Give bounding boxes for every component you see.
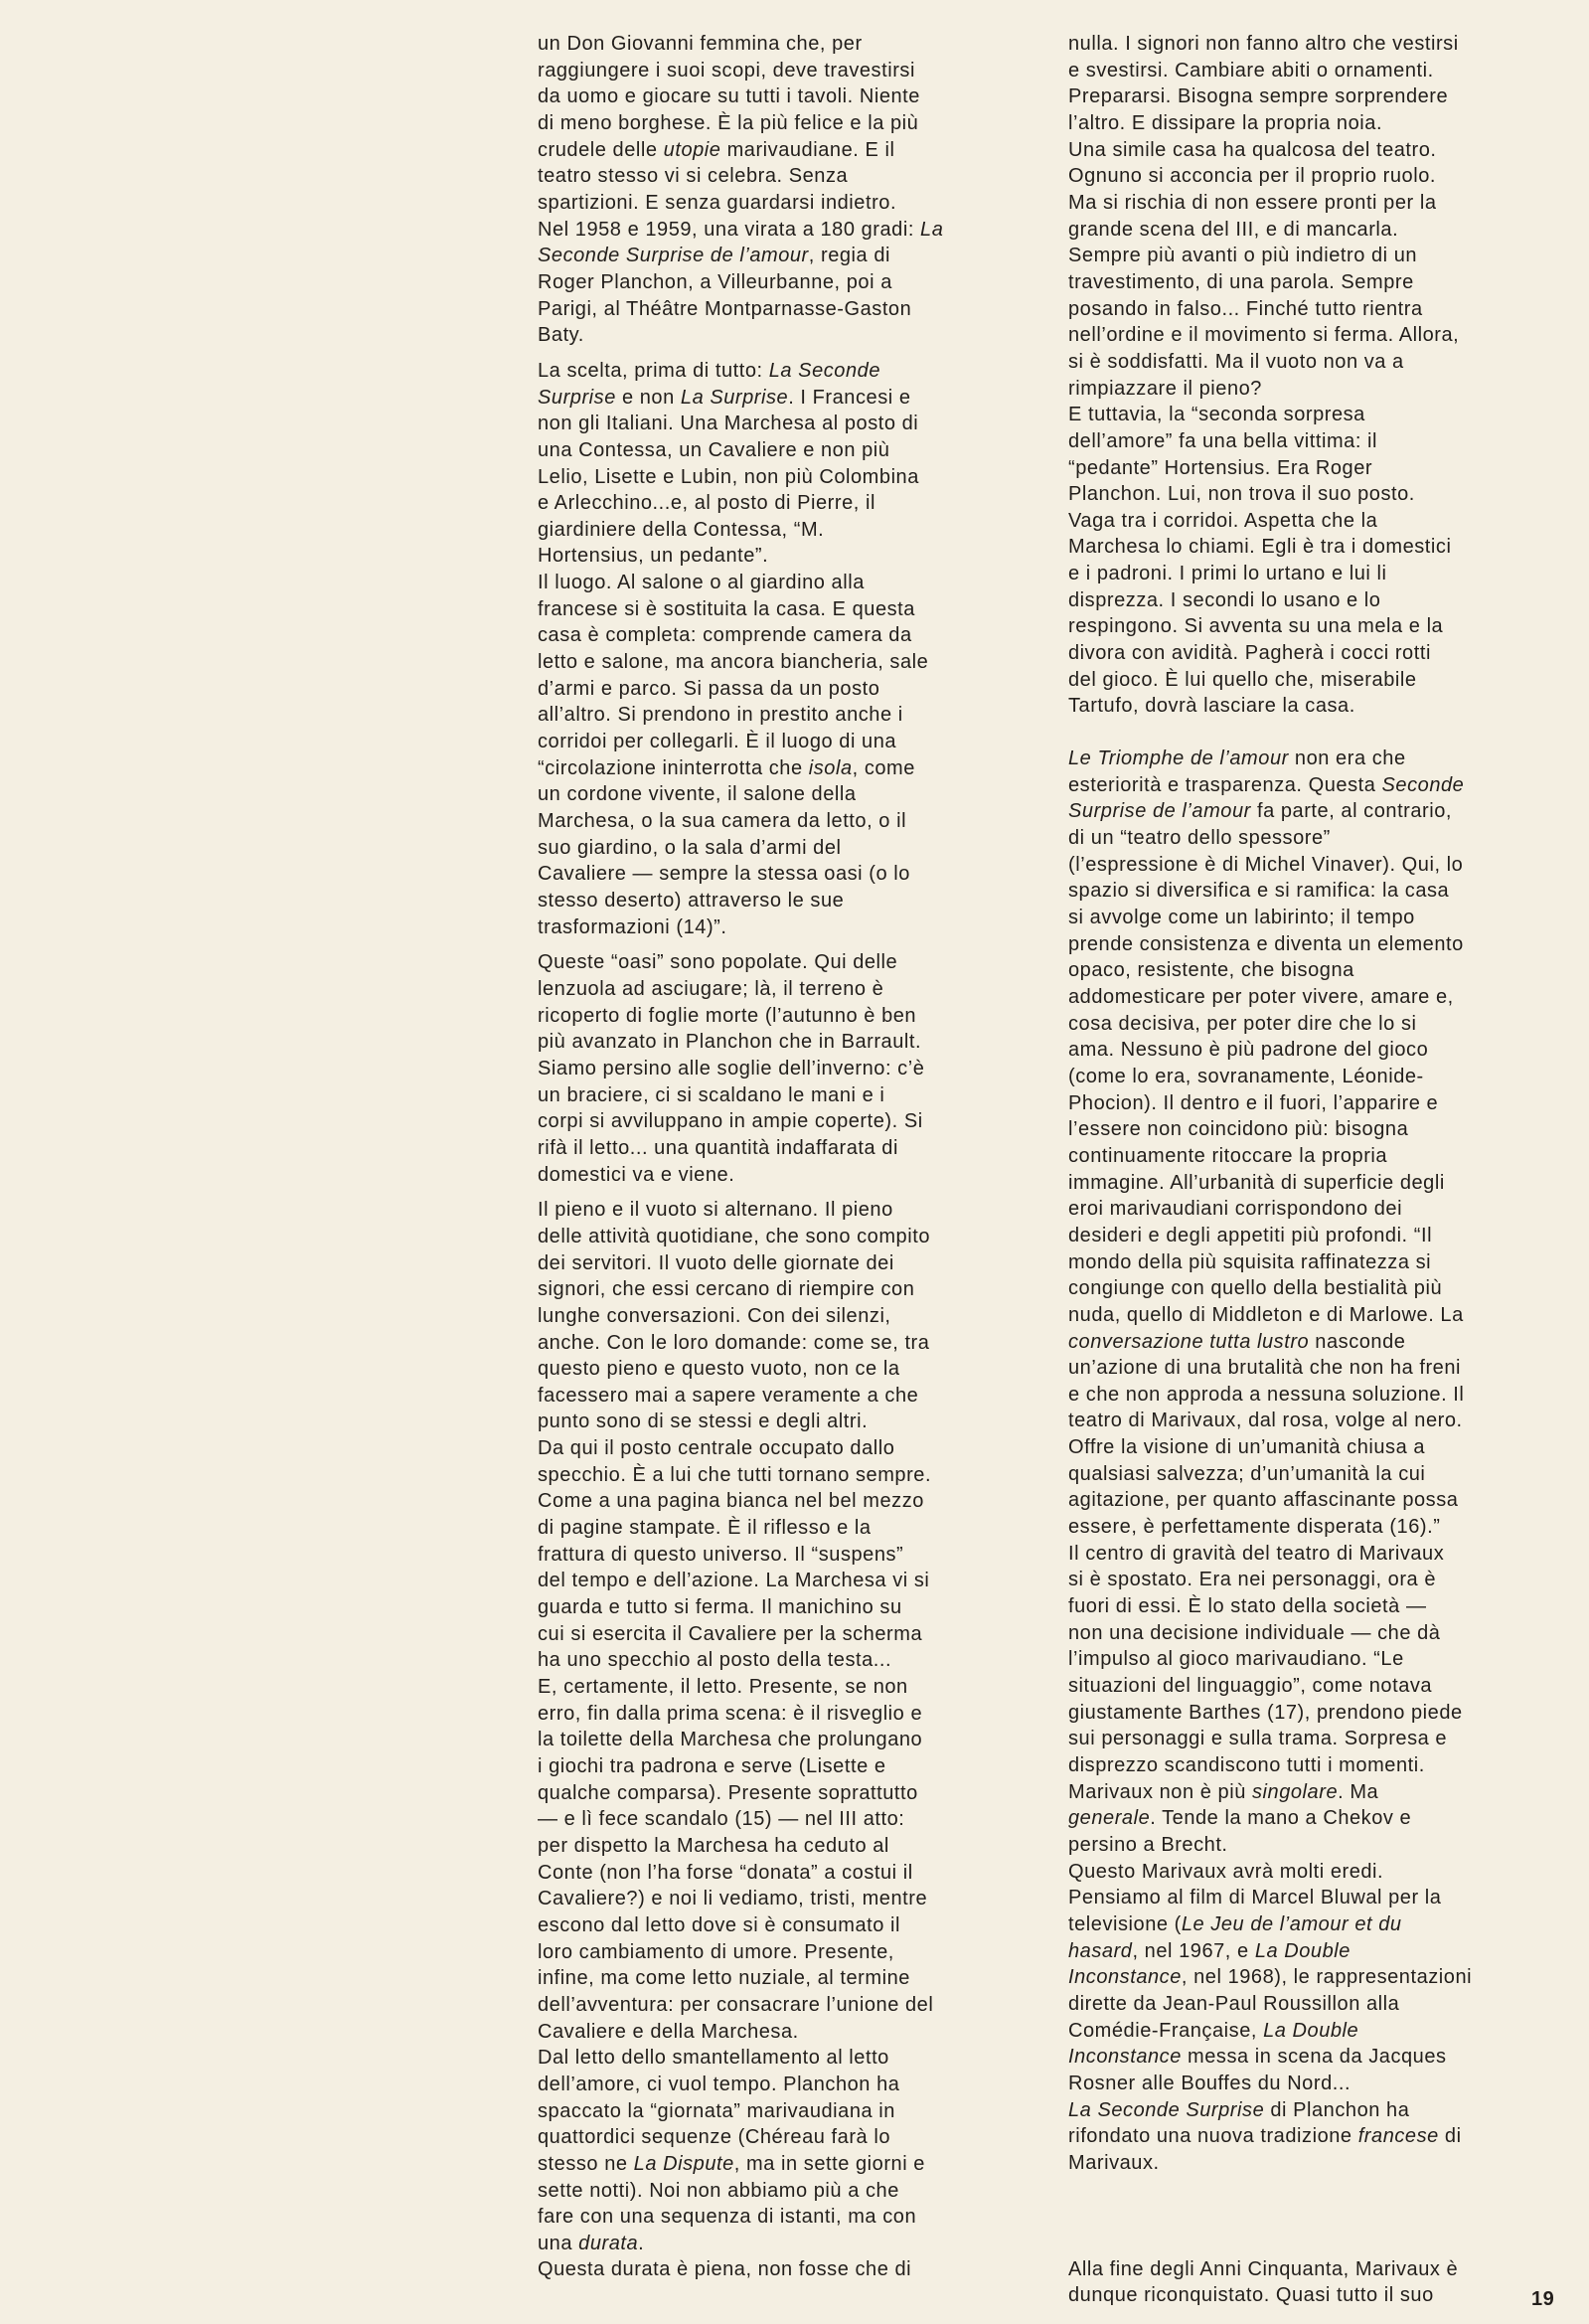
text-line: Nel 1958 e 1959, una virata a 180 gradi: La (538, 218, 944, 241)
text-line: travestimento, di una parola. Sempre (1068, 270, 1414, 293)
text-line: sui personaggi e sulla trama. Sorpresa e (1068, 1728, 1448, 1750)
italic-title: La Dispute (633, 2152, 734, 2175)
paragraph (538, 31, 1049, 349)
italic-title: La Surprise (680, 386, 789, 409)
text-line: e svestirsi. Cambiare abiti o ornamenti. (1068, 59, 1434, 82)
text-line: escono dal letto dove si è consumato il (538, 1913, 900, 1936)
text-line: teatro stesso vi si celebra. Senza (538, 165, 849, 188)
text-line: (l’espressione è di Michel Vinaver). Qui, lo (1068, 853, 1464, 876)
text-line: disprezzo scandiscono tutti i momenti. (1068, 1754, 1425, 1776)
text-line: per dispetto la Marchesa ha ceduto al (538, 1834, 889, 1857)
text-line: casa è completa: comprende camera da (538, 624, 912, 647)
text-line: una durata. (538, 2232, 645, 2254)
text-line: un’azione di una brutalità che non ha freni (1068, 1357, 1462, 1380)
text-line: Cavaliere?) e noi li vediamo, tristi, mentre (538, 1888, 928, 1910)
text-line: La Seconde Surprise di Planchon ha (1068, 2098, 1410, 2121)
text-line: Cavaliere — sempre la stessa oasi (o lo (538, 863, 910, 886)
text-line: Le Triomphe de l’amour non era che (1068, 747, 1406, 770)
page-number: 19 (1531, 2288, 1555, 2310)
text-line: Una simile casa ha qualcosa del teatro. (1068, 138, 1437, 161)
text-line: esteriorità e trasparenza. Questa Seconde (1068, 773, 1465, 796)
text-line: cosa decisiva, per poter dire che lo si (1068, 1012, 1417, 1035)
text-line: giustamente Barthes (17), prendono piede (1068, 1701, 1463, 1724)
text-line: nuda, quello di Middleton e di Marlowe. La (1068, 1303, 1464, 1326)
text-line: stesso deserto) attraverso le sue (538, 890, 845, 912)
text-line: “circolazione ininterrotta che isola, come (538, 756, 915, 779)
text-line: (come lo era, sovranamente, Léonide- (1068, 1065, 1424, 1087)
text-line: lunghe conversazioni. Con dei silenzi, (538, 1304, 891, 1327)
text-line: Cavaliere e della Marchesa. (538, 2020, 799, 2043)
text-line: disprezza. I secondi lo usano e lo (1068, 588, 1381, 611)
italic-title: Le Jeu de l’amour et du (1181, 1912, 1402, 1935)
italic-title: Surprise de l’amour (1068, 800, 1251, 823)
italic-title: La Seconde (768, 359, 880, 382)
text-line: Tartufo, dovrà lasciare la casa. (1068, 695, 1355, 718)
text-line: la toilette della Marchesa che prolungano (538, 1729, 923, 1751)
text-line: Siamo persino alle soglie dell’inverno: c’è (538, 1057, 925, 1079)
text-line: Seconde Surprise de l’amour, regia di (538, 245, 890, 267)
text-line: letto e salone, ma ancora biancheria, sale (538, 651, 929, 674)
text-line: l’impulso al gioco marivaudiano. “Le (1068, 1648, 1404, 1671)
text-line: del tempo e dell’azione. La Marchesa vi si (538, 1570, 930, 1592)
text-line: Sempre più avanti o più indietro di un (1068, 245, 1418, 267)
italic-title: hasard (1068, 1939, 1133, 1962)
text-line: non gli Italiani. Una Marchesa al posto di (538, 413, 919, 435)
text-line: Parigi, al Théâtre Montparnasse-Gaston (538, 297, 912, 320)
text-line: d’armi e parco. Si passa da un posto (538, 677, 880, 700)
text-line: giardiniere della Contessa, “M. (538, 518, 825, 541)
text-line: — e lì fece scandalo (15) — nel III atto: (538, 1808, 905, 1831)
text-line: loro cambiamento di umore. Presente, (538, 1940, 894, 1963)
text-line: rifà il letto... una quantità indaffarata di (538, 1136, 898, 1159)
text-line: opaco, resistente, che bisogna (1068, 959, 1354, 982)
text-line: del gioco. È lui quello che, miserabile (1068, 668, 1417, 691)
text-line: Il pieno e il vuoto si alternano. Il pieno (538, 1199, 893, 1222)
text-line: questo pieno e questo vuoto, non ce la (538, 1358, 900, 1381)
text-line: dell’amore, ci vuol tempo. Planchon ha (538, 2073, 900, 2095)
paragraph (538, 1197, 1049, 2283)
text-line: continuamente ritoccare la propria (1068, 1144, 1388, 1167)
text-line: Questo Marivaux avrà molti eredi. (1068, 1860, 1384, 1883)
text-line: fuori di essi. È lo stato della società — (1068, 1595, 1427, 1618)
text-line: persino a Brecht. (1068, 1833, 1228, 1856)
text-line: francese si è sostituita la casa. E questa (538, 597, 915, 620)
text-line: non una decisione individuale — che dà (1068, 1621, 1441, 1644)
text-line: Comédie-Française, La Double (1068, 2019, 1359, 2042)
italic-title: utopie (663, 138, 721, 161)
text-line: Conte (non l’ha forse “donata” a costui il (538, 1861, 913, 1884)
text-line: posando in falso... Finché tutto rientra (1068, 297, 1423, 320)
text-line: Rosner alle Bouffes du Nord... (1068, 2072, 1351, 2094)
text-line: signori, che essi cercano di riempire con (538, 1278, 915, 1301)
text-line: un braciere, ci si scaldano le mani e i (538, 1083, 885, 1106)
text-line: si è spostato. Era nei personaggi, ora è (1068, 1569, 1436, 1591)
text-line: ama. Nessuno è più padrone del gioco (1068, 1039, 1429, 1062)
italic-title: francese (1357, 2125, 1439, 2148)
text-line: Come a una pagina bianca nel bel mezzo (538, 1490, 924, 1513)
text-line: e i padroni. I primi lo urtano e lui li (1068, 563, 1387, 585)
text-line: Ma si rischia di non essere pronti per la (1068, 191, 1437, 214)
text-line: E, certamente, il letto. Presente, se non (538, 1676, 908, 1699)
italic-title: isola (808, 756, 853, 779)
italic-title: La (920, 218, 944, 241)
text-line: dell’avventura: per consacrare l’unione del (538, 1993, 934, 2016)
text-line: l’altro. E dissipare la propria noia. (1068, 111, 1383, 134)
italic-title: La Double (1254, 1939, 1351, 1962)
text-line: una Contessa, un Cavaliere e non più (538, 438, 890, 461)
text-line: Il centro di gravità del teatro di Marivaux (1068, 1542, 1445, 1565)
text-line: Marivaux. (1068, 2151, 1160, 2174)
text-line: frattura di questo universo. Il “suspens” (538, 1543, 904, 1566)
text-line: Lelio, Lisette e Lubin, non più Colombina (538, 465, 919, 488)
text-line: Marivaux non è più singolare. Ma (1068, 1780, 1379, 1803)
text-line: più avanzato in Planchon che in Barrault. (538, 1031, 922, 1054)
text-line: ricoperto di foglie morte (l’autunno è ben (538, 1004, 917, 1027)
italic-title: Seconde Surprise de l’amour (538, 245, 809, 267)
text-line: crudele delle utopie marivaudiane. E il (538, 138, 895, 161)
paragraph (1068, 2256, 1580, 2309)
text-line: infine, ma come letto nuziale, al termine (538, 1967, 910, 1990)
text-line: situazioni del linguaggio”, come notava (1068, 1675, 1433, 1698)
text-line: Marchesa, o la sua camera da letto, o il (538, 810, 907, 833)
italic-title: conversazione tutta lustro (1068, 1330, 1310, 1353)
italic-title: Le Triomphe de l’amour (1068, 747, 1289, 770)
text-line: cui si esercita il Cavaliere per la scherma (538, 1622, 923, 1645)
text-line: stesso ne La Dispute, ma in sette giorni e (538, 2152, 925, 2175)
text-line: Alla fine degli Anni Cinquanta, Marivaux è (1068, 2257, 1459, 2280)
text-line: Il luogo. Al salone o al giardino alla (538, 572, 865, 594)
text-line: Ognuno si acconcia per il proprio ruolo. (1068, 165, 1436, 188)
text-line: dirette da Jean-Paul Roussillon alla (1068, 1992, 1400, 2015)
text-line: Baty. (538, 324, 584, 347)
text-line: e Arlecchino...e, al posto di Pierre, il (538, 492, 875, 515)
paragraph (538, 949, 1049, 1188)
text-line: hasard, nel 1967, e La Double (1068, 1939, 1351, 1962)
text-line: televisione (Le Jeu de l’amour et du (1068, 1912, 1402, 1935)
text-line: Inconstance, nel 1968), le rappresentazioni (1068, 1966, 1473, 1989)
text-line: corridoi per collegarli. È il luogo di una (538, 731, 897, 753)
text-line: e che non approda a nessuna soluzione. Il (1068, 1383, 1465, 1406)
text-line: lenzuola ad asciugare; là, il terreno è (538, 977, 884, 1000)
italic-title: generale (1068, 1807, 1151, 1830)
text-line: eroi marivaudiani corrispondono dei (1068, 1198, 1403, 1221)
text-line: di un “teatro dello spessore” (1068, 827, 1331, 850)
text-line: conversazione tutta lustro nasconde (1068, 1330, 1406, 1353)
italic-title: Inconstance (1068, 2046, 1182, 2069)
text-line: Hortensius, un pedante”. (538, 545, 769, 568)
text-line: qualche comparsa). Presente soprattutto (538, 1781, 918, 1804)
text-line: rimpiazzare il pieno? (1068, 377, 1262, 400)
italic-title: Seconde (1381, 773, 1465, 796)
text-line: suo giardino, o la sala d’armi del (538, 836, 842, 859)
text-line: facessero mai a sapere veramente a che (538, 1384, 919, 1407)
italic-title: durata (578, 2232, 639, 2254)
text-line: sette notti). Noi non abbiamo più a che (538, 2179, 899, 2202)
text-line: punto sono di se stessi e degli altri. (538, 1411, 869, 1433)
text-line: ha uno specchio al posto della testa... (538, 1649, 892, 1672)
text-line: un cordone vivente, il salone della (538, 783, 857, 806)
text-line: nell’ordine e il movimento si ferma. Allora, (1068, 324, 1460, 347)
italic-title: La Seconde Surprise (1068, 2098, 1265, 2121)
text-line: si è soddisfatti. Ma il vuoto non va a (1068, 350, 1404, 373)
text-line: Pensiamo al film di Marcel Bluwal per la (1068, 1887, 1442, 1909)
text-line: Surprise e non La Surprise. I Francesi e (538, 386, 911, 409)
italic-title: singolare (1252, 1780, 1339, 1803)
text-line: prende consistenza e diventa un elemento (1068, 932, 1464, 955)
text-line: fare con una sequenza di istanti, ma con (538, 2206, 917, 2229)
text-line: essere, è perfettamente disperata (16).” (1068, 1516, 1441, 1539)
text-line: Offre la visione di un’umanità chiusa a (1068, 1436, 1426, 1459)
text-line: agitazione, per quanto affascinante possa (1068, 1489, 1459, 1512)
text-line: Questa durata è piena, non fosse che di (538, 2258, 912, 2281)
text-column-right (1068, 31, 1580, 2309)
text-line: da uomo e giocare su tutti i tavoli. Niente (538, 85, 920, 108)
paragraph (1068, 746, 1580, 2176)
text-line: Roger Planchon, a Villeurbanne, poi a (538, 270, 892, 293)
text-line: di pagine stampate. È il riflesso e la (538, 1517, 872, 1540)
text-line: Prepararsi. Bisogna sempre sorprendere (1068, 85, 1449, 108)
text-line: raggiungere i suoi scopi, deve travestirsi (538, 59, 915, 82)
text-line: Surprise de l’amour fa parte, al contrario, (1068, 800, 1453, 823)
text-line: dei servitori. Il vuoto delle giornate dei (538, 1251, 894, 1274)
text-line: corpi si avviluppano in ampie coperte). Si (538, 1110, 923, 1133)
text-line: all’altro. Si prendono in prestito anche i (538, 704, 903, 727)
text-line: di meno borghese. È la più felice e la più (538, 111, 919, 134)
text-line: trasformazioni (14)”. (538, 915, 727, 938)
text-line: divora con avidità. Pagherà i cocci rotti (1068, 642, 1431, 665)
text-line: spaccato la “giornata” marivaudiana in (538, 2099, 895, 2122)
text-line: qualsiasi salvezza; d’un’umanità la cui (1068, 1462, 1426, 1485)
text-line: erro, fin dalla prima scena: è il risveglio e (538, 1702, 923, 1725)
text-line: Planchon. Lui, non trova il suo posto. (1068, 483, 1415, 506)
text-line: teatro di Marivaux, dal rosa, volge al nero. (1068, 1410, 1463, 1432)
text-line: congiunge con quello della bestialità più (1068, 1277, 1443, 1300)
text-line: guarda e tutto si ferma. Il manichino su (538, 1596, 902, 1619)
text-line: E tuttavia, la “seconda sorpresa (1068, 404, 1365, 426)
text-line: dell’amore” fa una bella vittima: il (1068, 429, 1378, 452)
text-line: specchio. È a lui che tutti tornano sempre. (538, 1463, 932, 1486)
text-line: nulla. I signori non fanno altro che vestirsi (1068, 33, 1459, 55)
text-column-left (538, 31, 1049, 2283)
text-line: si avvolge come un labirinto; il tempo (1068, 907, 1415, 928)
text-line: spazio si diversifica e si ramifica: la casa (1068, 880, 1450, 903)
text-line: generale. Tende la mano a Chekov e (1068, 1807, 1412, 1830)
text-line: Da qui il posto centrale occupato dallo (538, 1437, 895, 1460)
text-line: anche. Con le loro domande: come se, tra (538, 1331, 930, 1354)
italic-title: La Double (1263, 2019, 1359, 2042)
text-line: Inconstance messa in scena da Jacques (1068, 2046, 1447, 2069)
text-line: addomesticare per poter vivere, amare e, (1068, 985, 1454, 1008)
paragraph (538, 358, 1049, 940)
text-line: i giochi tra padrona e serve (Lisette e (538, 1755, 886, 1777)
text-line: un Don Giovanni femmina che, per (538, 33, 863, 55)
text-line: respingono. Si avventa su una mela e la (1068, 615, 1444, 638)
text-line: mondo della più squisita raffinatezza si (1068, 1250, 1432, 1273)
text-line: delle attività quotidiane, che sono compito (538, 1225, 930, 1247)
italic-title: Surprise (538, 386, 616, 409)
text-line: Dal letto dello smantellamento al letto (538, 2047, 889, 2070)
text-line: Phocion). Il dentro e il fuori, l’apparire e (1068, 1091, 1439, 1114)
italic-title: Inconstance (1068, 1966, 1182, 1989)
text-line: rifondato una nuova tradizione francese di (1068, 2125, 1462, 2148)
text-line: spartizioni. E senza guardarsi indietro. (538, 191, 897, 214)
text-line: Marchesa lo chiami. Egli è tra i domestici (1068, 536, 1452, 559)
text-line: desideri e degli appetiti più profondi. “Il (1068, 1224, 1433, 1246)
paragraph (1068, 31, 1580, 720)
text-line: La scelta, prima di tutto: La Seconde (538, 359, 880, 382)
text-line: immagine. All’urbanità di superficie degli (1068, 1171, 1445, 1194)
text-line: quattordici sequenze (Chéreau farà lo (538, 2126, 890, 2149)
text-line: domestici va e viene. (538, 1163, 735, 1186)
text-line: l’essere non coincidono più: bisogna (1068, 1118, 1409, 1141)
text-line: “pedante” Hortensius. Era Roger (1068, 456, 1373, 479)
text-line: dunque riconquistato. Quasi tutto il suo (1068, 2284, 1434, 2307)
text-line: Vaga tra i corridoi. Aspetta che la (1068, 509, 1378, 532)
text-line: grande scena del III, e di mancarla. (1068, 218, 1399, 241)
text-line: Queste “oasi” sono popolate. Qui delle (538, 951, 898, 974)
